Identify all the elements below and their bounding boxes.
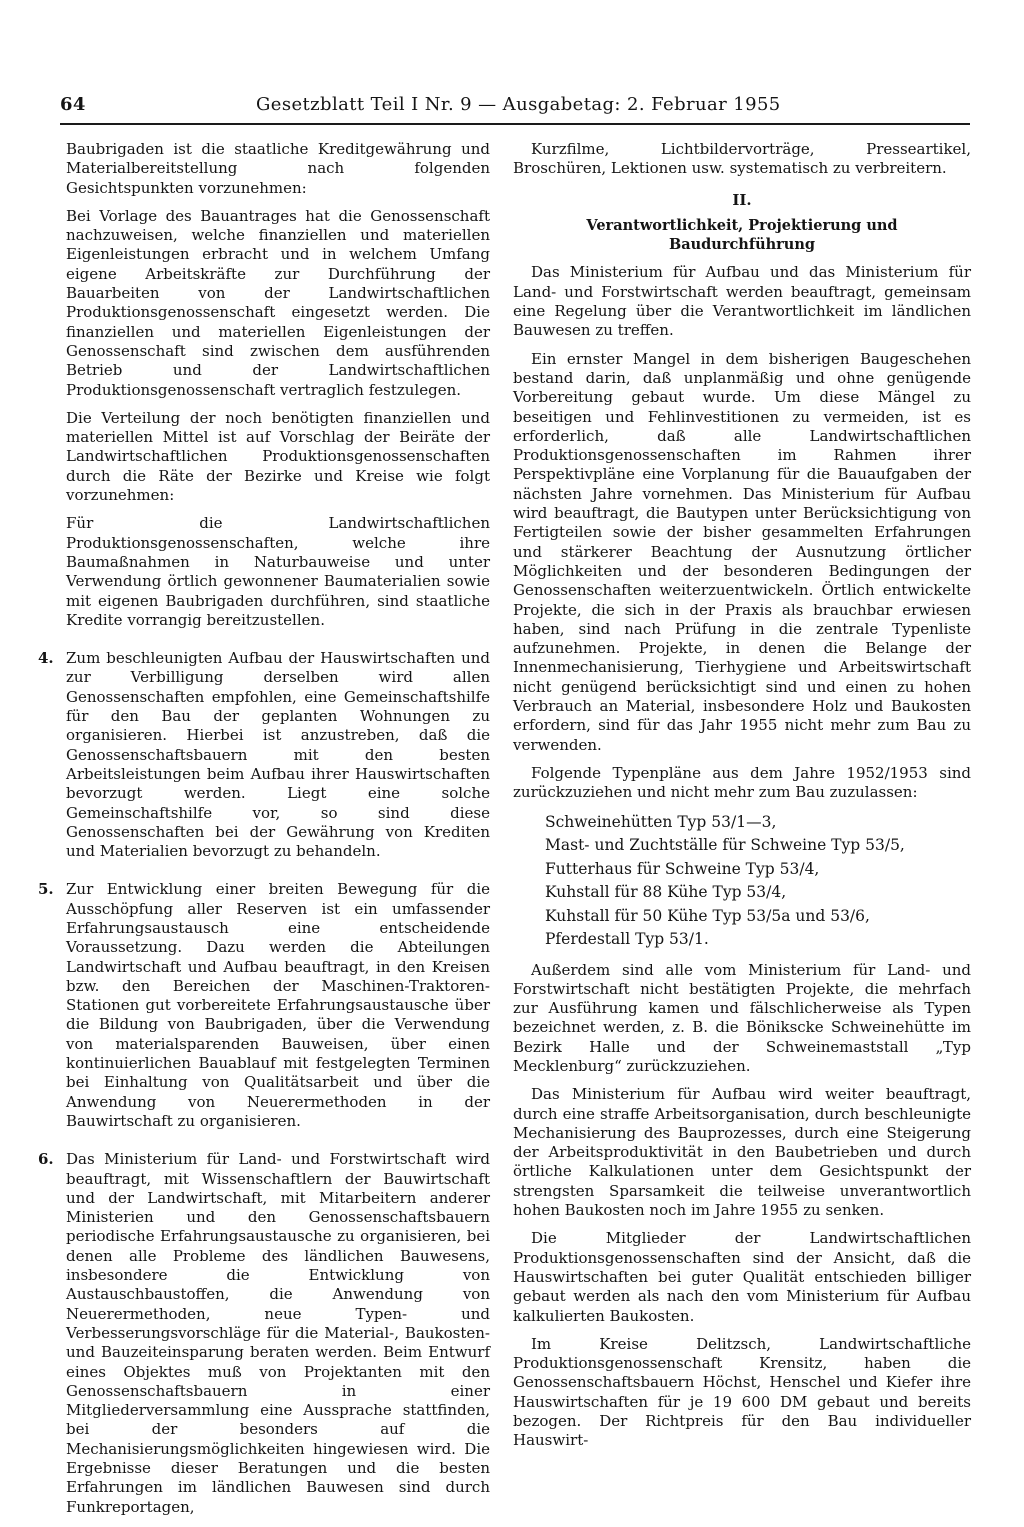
list-item: Futterhaus für Schweine Typ 53/4,: [545, 859, 820, 878]
paragraph: Die Verteilung der noch benötigten finanziellen und materiellen Mittel ist auf Vorschlag der Beiräte der Landwirtschaftlichen Produktionsgenossenschaften durch die Räte der Bezirke und Kreise wie folgt vorzunehmen:: [66, 408, 490, 505]
section-number: II.: [732, 190, 752, 209]
paragraph: Ein ernster Mangel in dem bisherigen Baugeschehen bestand darin, daß unplanmäßig und ohne genügende Vorbereitung gebaut wurde. Um diese Mängel zu beseitigen und Fehlinvestitionen zu vermeiden, ist es erforderlich, daß alle Landwirtschaftlichen Produktionsgenossenschaften im Rahmen ihrer Perspektivpläne eine Vorplanung für die Bauaufgaben der nächsten Jahre vornehmen. Das Ministerium für Aufbau wird beauftragt, die Bautypen unter Berücksichtigung von Fertigteilen sowie der bisher gesammelten Erfahrungen und stärkerer Beachtung der Ausnutzung örtlicher Möglichkeiten und der besonderen Bedingungen der Genossenschaften weiterzuentwickeln. Örtlich entwickelte Projekte, die sich in der Praxis als brauchbar erwiesen haben, sind nach Prüfung in die zentrale Typenliste aufzunehmen. Projekte, in denen die Belange der Innenmechanisierung, Tierhygiene und Arbeitswirtschaft nicht genügend berücksichtigt sind und einen zu hohen Verbrauch an Material, insbesondere Holz und Baukosten erfordern, sind für das Jahr 1955 nicht mehr zum Bau zu verwenden.: [513, 349, 971, 754]
left-column: [38, 140, 490, 1517]
type-list: [545, 811, 971, 952]
paragraph: Bei Vorlage des Bauantrages hat die Genossenschaft nachzuweisen, welche finanziellen und materiellen Eigenleistungen erbracht und in welchem Umfang eigene Arbeitskräfte zur Durchführung der Bauarbeiten von der Landwirtschaftlichen Produktionsgenossenschaft eingesetzt werden. Die finanziellen und materiellen Eigenleistungen der Genossenschaft sind zwischen dem ausführenden Betrieb und der Landwirtschaftlichen Produktionsgenossenschaft vertraglich festzulegen.: [66, 206, 490, 399]
item-text: Das Ministerium für Land- und Forstwirtschaft wird beauftragt, mit Wissenschaftlern der Bauwirtschaft und der Landwirtschaft, mit Mitarbeitern anderer Ministerien und den Genossenschaftsbauern periodische Erfahrungsaustausche zu organisieren, bei denen alle Probleme des ländlichen Bauwesens, insbesondere die Entwicklung von Austauschbaustoffen, die Anwendung von Neuerermethoden, neue Typen- und Verbesserungsvorschläge für die Material-, Baukosten- und Bauzeiteinsparung beraten werden. Beim Entwurf eines Objektes muß von Projektanten mit den Genossenschaftsbauern in einer Mitgliederversammlung eine Aussprache stattfinden, bei der besonders auf die Mechanisierungsmöglichkeiten hingewiesen wird. Die Ergebnisse dieser Beratungen und die besten Erfahrungen im ländlichen Bauwesen sind durch Funkreportagen,: [66, 1150, 490, 1516]
paragraph: Kurzfilme, Lichtbildervorträge, Presseartikel, Broschüren, Lektionen usw. systematisch zu verbreitern.: [513, 140, 971, 178]
item-text: Zum beschleunigten Aufbau der Hauswirtschaften und zur Verbilligung derselben wird allen Genossenschaften empfohlen, eine Gemeinschaftshilfe für den Bau der geplanten Wohnungen zu organisieren. Hierbei ist anzustreben, daß die Genossenschaftsbauern mit den besten Arbeitsleistungen beim Aufbau ihrer Hauswirtschaften bevorzugt werden. Liegt eine solche Gemeinschaftshilfe vor, so sind diese Genossenschaften bei der Gewährung von Krediten und Materialien bevorzugt zu behandeln.: [66, 649, 490, 861]
paragraph: Im Kreise Delitzsch, Landwirtschaftliche Produktionsgenossenschaft Krensitz, haben die Genossenschaftsbauern Höchst, Henschel und Kiefer ihre Hauswirtschaften für je 19 600 DM gebaut und bereits bezogen. Der Richtpreis für den Bau individueller Hauswirt-: [513, 1334, 971, 1450]
item-number: 6.: [38, 1150, 54, 1169]
item-text: Zur Entwicklung einer breiten Bewegung für die Ausschöpfung aller Reserven ist ein umfassender Erfahrungsaustausch eine entscheidende Voraussetzung. Dazu werden die Abteilungen Landwirtschaft und Aufbau beauftragt, in den Kreisen bzw. den Bereichen der Maschinen-Traktoren-Stationen gut vorbereitete Erfahrungsaustausche über die Bildung von Baubrigaden, über die Verwendung von materialsparenden Bauweisen, über einen kontinuierlichen Bauablauf mit festgelegten Terminen bei Einhaltung von Qualitätsarbeit und über die Anwendung von Neuerermethoden in der Bauwirtschaft zu organisieren.: [66, 880, 490, 1130]
item-number: 5.: [38, 880, 54, 899]
list-item: Pferdestall Typ 53/1.: [545, 930, 709, 948]
list-item-4: [38, 649, 490, 861]
paragraph: Baubrigaden ist die staatliche Kreditgewährung und Materialbereitstellung nach folgenden Gesichtspunkten vorzunehmen:: [66, 140, 490, 197]
paragraph: Für die Landwirtschaftlichen Produktionsgenossenschaften, welche ihre Baumaßnahmen in Naturbauweise und unter Verwendung örtlich gewonnener Baumaterialien sowie mit eigenen Baubrigaden durchführen, sind staatliche Kredite vorrangig bereitzustellen.: [66, 514, 490, 629]
header-rule: [60, 123, 970, 125]
paragraph: Das Ministerium für Aufbau und das Ministerium für Land- und Forstwirtschaft werden beauftragt, gemeinsam eine Regelung über die Verantwortlichkeit im ländlichen Bauwesen zu treffen.: [513, 263, 971, 340]
page-title: Gesetzblatt Teil I Nr. 9 — Ausgabetag: 2. Februar 1955: [256, 94, 781, 115]
item-number: 4.: [38, 649, 54, 668]
list-item-6: [38, 1150, 490, 1517]
paragraph: Das Ministerium für Aufbau wird weiter beauftragt, durch eine straffe Arbeitsorganisation, durch beschleunigte Mechanisierung des Bauprozesses, durch eine Steigerung der Arbeitsproduktivität in den Baubetrieben und durch örtliche Kalkulationen unter dem Gesichtspunkt der strengsten Sparsamkeit die teilweise unverantwortlich hohen Baukosten noch im Jahre 1955 zu senken.: [513, 1085, 971, 1220]
list-item: Kuhstall für 50 Kühe Typ 53/5a und 53/6,: [545, 906, 870, 925]
list-item: Mast- und Zuchtställe für Schweine Typ 53/5,: [545, 836, 905, 854]
page-number: 64: [60, 94, 86, 115]
list-item: Kuhstall für 88 Kühe Typ 53/4,: [545, 883, 787, 901]
paragraph: Außerdem sind alle vom Ministerium für Land- und Forstwirtschaft nicht bestätigten Projekte, die mehrfach zur Ausführung kamen und fälschlicherweise als Typen bezeichnet werden, z. B. die Bönikscke Schweinehütte im Bezirk Halle und der Schweinemaststall „Typ Mecklenburg“ zurückzuziehen.: [513, 960, 971, 1075]
paragraph: Folgende Typenpläne aus dem Jahre 1952/1953 sind zurückzuziehen und nicht mehr zum Bau zuzulassen:: [513, 763, 971, 802]
list-item: Schweinehütten Typ 53/1—3,: [545, 812, 777, 831]
right-column: [513, 140, 971, 1451]
paragraph: Die Mitglieder der Landwirtschaftlichen Produktionsgenossenschaften sind der Ansicht, daß die Hauswirtschaften bei guter Qualität entschieden billiger gebaut werden als nach den vom Ministerium für Aufbau kalkulierten Baukosten.: [513, 1229, 971, 1325]
page-header: [60, 94, 970, 122]
section-heading: Verantwortlichkeit, Projektierung und Baudurchführung: [586, 216, 898, 254]
list-item-5: [38, 880, 490, 1131]
